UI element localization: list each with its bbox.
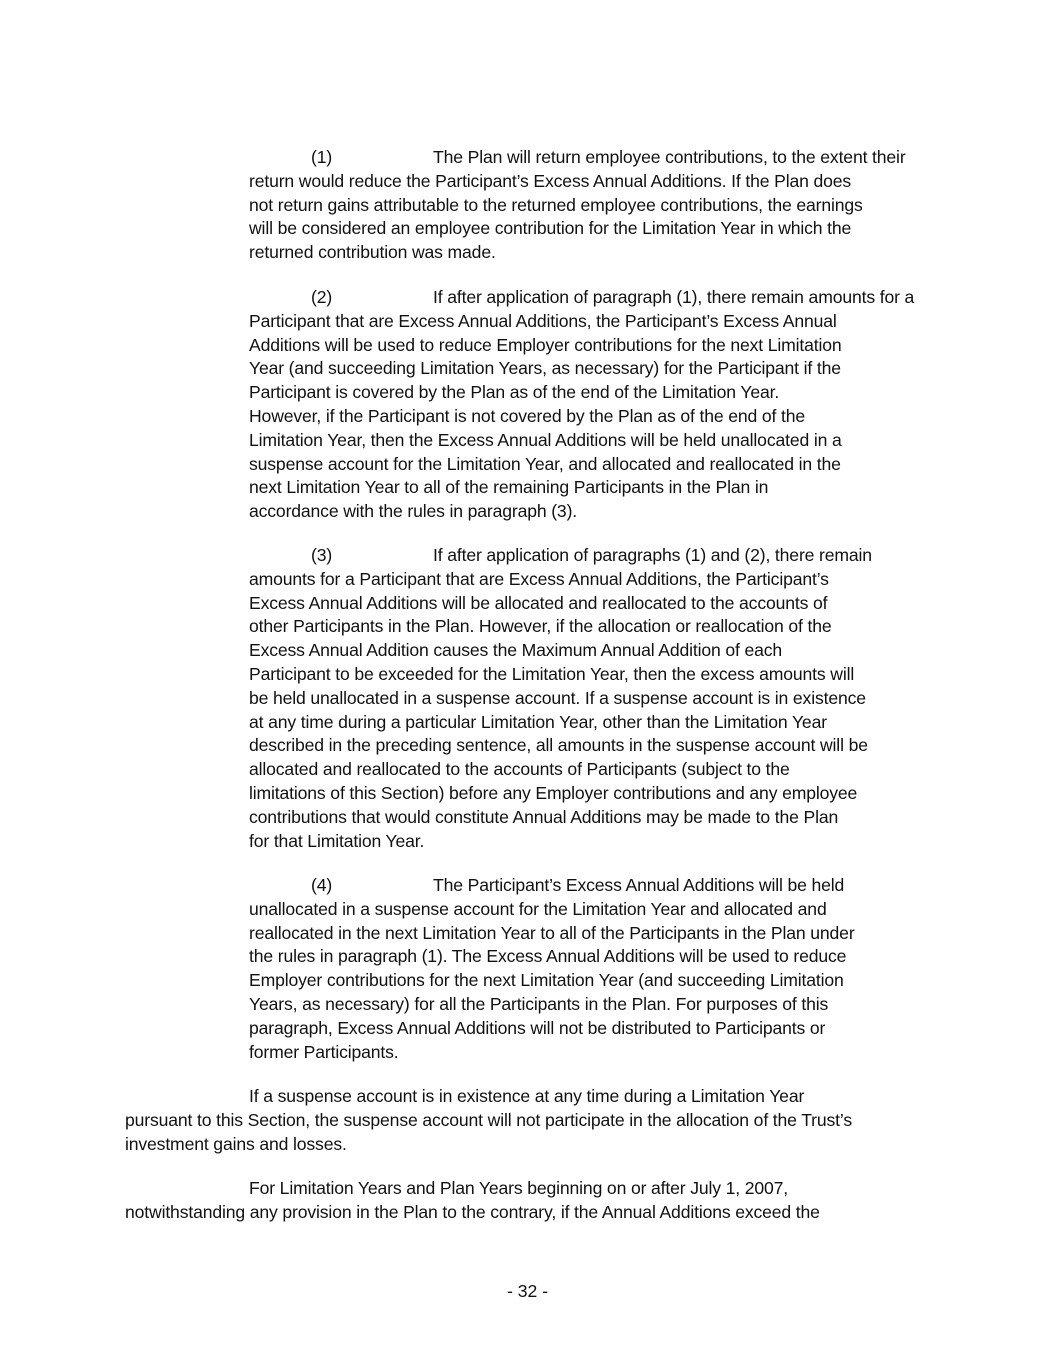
paragraph-line: Participant is covered by the Plan as of the end of the Limitation Year.: [249, 382, 780, 403]
paragraph-line: Participant that are Excess Annual Additions, the Participant’s Excess Annual: [249, 310, 837, 331]
paragraph-line: will be considered an employee contribution for the Limitation Year in which the: [249, 218, 852, 239]
body-paragraph-limitation-years: [125, 1177, 940, 1225]
paragraph-text: If after application of paragraph (1), there remain amounts for a: [433, 287, 915, 307]
paragraph-line: former Participants.: [249, 1041, 399, 1062]
paragraph-line: Excess Annual Addition causes the Maximum Annual Addition of each: [249, 640, 783, 661]
paragraph-line: returned contribution was made.: [249, 242, 496, 263]
paragraph-line: pursuant to this Section, the suspense account will not participate in the allocation of the Trust’s: [125, 1109, 852, 1130]
paragraph-text: The Participant’s Excess Annual Additions will be held: [433, 875, 845, 895]
paragraph-line: paragraph, Excess Annual Additions will not be distributed to Participants or: [249, 1017, 826, 1038]
paragraph-line: investment gains and losses.: [125, 1133, 347, 1154]
paragraph-line: at any time during a particular Limitation Year, other than the Limitation Year: [249, 711, 827, 732]
paragraph-line: contributions that would constitute Annual Additions may be made to the Plan: [249, 806, 839, 827]
body-paragraph-suspense: [125, 1085, 940, 1156]
paragraph-line: accordance with the rules in paragraph (3).: [249, 501, 578, 522]
page-number: - 32 -: [506, 1281, 549, 1301]
paragraph-line: For Limitation Years and Plan Years beginning on or after July 1, 2007,: [249, 1178, 789, 1198]
paragraph-line: Participant to be exceeded for the Limitation Year, then the excess amounts will: [249, 663, 855, 684]
paragraph-line: the rules in paragraph (1). The Excess Annual Additions will be used to reduce: [249, 946, 847, 967]
paragraph-line: [249, 544, 939, 568]
paragraph-line: allocated and reallocated to the accounts of Participants (subject to the: [249, 759, 790, 780]
paragraph-line: Year (and succeeding Limitation Years, as necessary) for the Participant if the: [249, 358, 841, 379]
paragraph-line: reallocated in the next Limitation Year to all of the Participants in the Plan under: [249, 922, 855, 943]
numbered-paragraph-1: [249, 146, 939, 265]
paragraph-line: [249, 146, 939, 170]
paragraph-line: next Limitation Year to all of the remaining Participants in the Plan in: [249, 477, 769, 498]
paragraph-line: limitations of this Section) before any Employer contributions and any employee: [249, 782, 858, 803]
paragraph-line: Employer contributions for the next Limitation Year (and succeeding Limitation: [249, 970, 844, 991]
paragraph-text: If after application of paragraphs (1) and (2), there remain: [433, 545, 872, 565]
paragraph-line: return would reduce the Participant’s Excess Annual Additions. If the Plan does: [249, 170, 852, 191]
paragraph-number: (4): [311, 875, 333, 895]
paragraph-number: (1): [311, 147, 333, 167]
paragraph-line: amounts for a Participant that are Excess Annual Additions, the Participant’s: [249, 568, 829, 589]
paragraph-line: not return gains attributable to the returned employee contributions, the earnings: [249, 194, 863, 215]
paragraph-line: notwithstanding any provision in the Plan to the contrary, if the Annual Additions exceed the: [125, 1201, 820, 1222]
paragraph-line: suspense account for the Limitation Year, and allocated and reallocated in the: [249, 453, 841, 474]
paragraph-line: be held unallocated in a suspense account. If a suspense account is in existence: [249, 687, 866, 708]
paragraph-line: Limitation Year, then the Excess Annual Additions will be held unallocated in a: [249, 429, 842, 450]
paragraph-text: The Plan will return employee contributions, to the extent their: [433, 147, 906, 167]
paragraph-line: described in the preceding sentence, all amounts in the suspense account will be: [249, 735, 868, 756]
numbered-paragraph-2: [249, 286, 939, 524]
paragraph-line: unallocated in a suspense account for the Limitation Year and allocated and: [249, 898, 827, 919]
paragraph-line: [249, 874, 939, 898]
paragraph-line: other Participants in the Plan. However, if the allocation or reallocation of the: [249, 616, 832, 637]
numbered-paragraph-3: [249, 544, 939, 853]
paragraph-line: However, if the Participant is not covered by the Plan as of the end of the: [249, 405, 805, 426]
numbered-paragraph-4: [249, 874, 939, 1064]
paragraph-number: (3): [311, 545, 333, 565]
paragraph-line: Additions will be used to reduce Employer contributions for the next Limitation: [249, 334, 842, 355]
paragraph-line: [249, 286, 939, 310]
paragraph-line: for that Limitation Year.: [249, 830, 425, 851]
paragraph-line: Excess Annual Additions will be allocated and reallocated to the accounts of: [249, 592, 828, 613]
paragraph-number: (2): [311, 287, 333, 307]
paragraph-line: Years, as necessary) for all the Participants in the Plan. For purposes of this: [249, 993, 829, 1014]
paragraph-line: If a suspense account is in existence at any time during a Limitation Year: [249, 1086, 805, 1106]
